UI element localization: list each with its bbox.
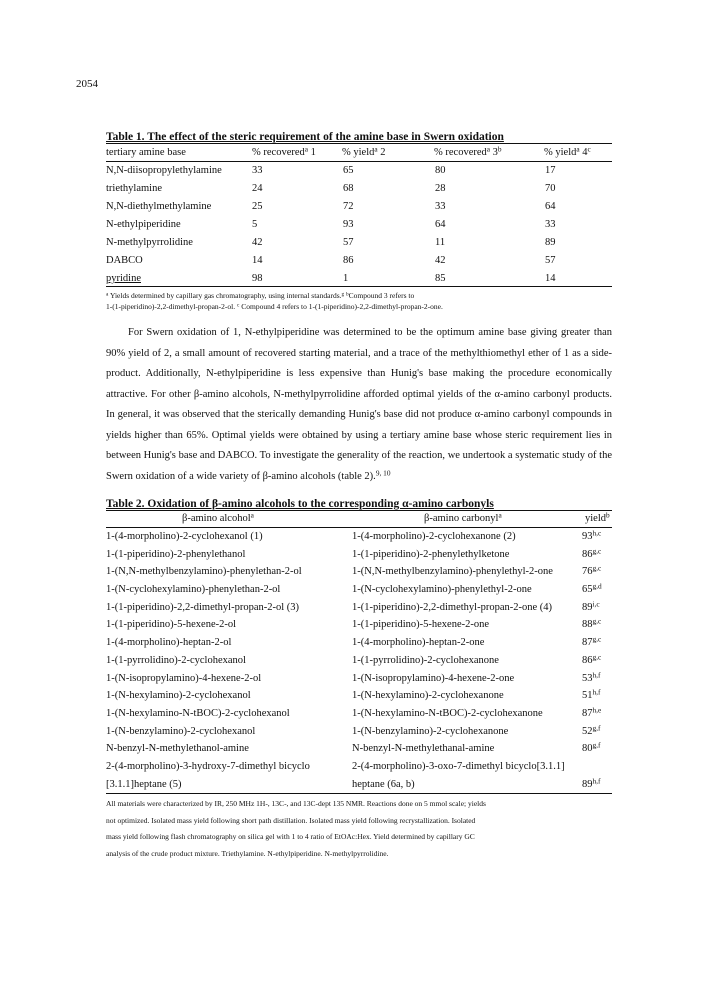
value-cell: 57 bbox=[343, 237, 354, 248]
amine-base-cell: N-ethylpiperidine bbox=[106, 219, 181, 230]
table-row bbox=[106, 528, 612, 546]
t1-footnote-a: Yields determined by capillary gas chromatography, using internal standards. bbox=[109, 291, 342, 300]
t2-header-carbonyl: β-amino carbonyl$^a$ bbox=[424, 510, 502, 524]
value-cell: 24 bbox=[252, 183, 263, 194]
value-cell: 42 bbox=[435, 255, 446, 266]
yield-cell: 87$^{g,c}$ bbox=[582, 634, 602, 649]
value-cell: 42 bbox=[252, 237, 263, 248]
table-2-header bbox=[106, 511, 612, 528]
table-1-footnotes: $^a$ Yields determined by capillary gas chromatography, using internal standards.$^g$ $^b$Compound 3 refers to 1-(1-piperidino)-2,2-dimethyl-propan-2-ol. $^c$ Compound 4 refers to 1-(1-piperidino)-2,2-dimethyl-propan-2-one. bbox=[106, 291, 443, 311]
paragraph-text: For Swern oxidation of 1, N-ethylpiperidine was determined to be the optimum amine base giving greater than 90% yield of 2, a small amount of recovered starting material, and a trace of the methylthiomethyl ether of 1 as a side-product. Additionally, N-ethylpiperidine is less expensive than Hunig's base making the procedure economically attractive. For other β-amino alcohols, N-methylpyrrolidine afforded optimal yields of the α-amino carbonyl products. In general, it was observed that the sterically demanding Hunig's base did not produce α-amino carbonyl compounds in yields higher than 65%. Optimal yields were obtained by using a tertiary amine base whose steric requirement lies in between Hunig's base and DABCO. To investigate the generality of the reaction, we undertook a systematic study of the Swern oxidation of a wide variety of β-amino alcohols (table 2). bbox=[106, 327, 612, 482]
table-row bbox=[106, 723, 612, 741]
amino-alcohol-cell: 1-(1-piperidino)-5-hexene-2-ol bbox=[106, 619, 237, 631]
value-cell: 33 bbox=[545, 219, 556, 230]
t2-footnote-line: All materials were characterized by IR, 250 MHz 1H-, 13C-, and 13C-dept 135 NMR. Reactions done on 5 mmol scale; yields bbox=[106, 799, 486, 809]
table-1-header bbox=[106, 144, 612, 162]
amino-carbonyl-cell: 1-(1-piperidino)-5-hexene-2-one bbox=[352, 619, 490, 631]
table-1-caption: Table 1. The effect of the steric requirement of the amine base in Swern oxidation bbox=[106, 131, 504, 143]
table-row bbox=[106, 599, 612, 617]
table-1 bbox=[106, 131, 612, 312]
t1-footnote-c: Compound 4 refers to 1-(1-piperidino)-2,2-dimethyl-propan-2-one. bbox=[241, 302, 443, 311]
yield-cell: 53$^{h,f}$ bbox=[582, 670, 601, 684]
table-row bbox=[106, 634, 612, 652]
table-row bbox=[106, 180, 612, 198]
yield-cell: 76$^{g,c}$ bbox=[582, 564, 602, 578]
yield-cell: 80$^{g,f}$ bbox=[582, 740, 601, 755]
value-cell: 85 bbox=[435, 273, 446, 284]
amino-carbonyl-cell: 1-(N-benzylamino)-2-cyclohexanone bbox=[352, 725, 509, 737]
amino-alcohol-cell: 1-(N-hexylamino)-2-cyclohexanol bbox=[106, 690, 251, 702]
value-cell: 33 bbox=[435, 201, 446, 212]
yield-cell: 51$^{h,f}$ bbox=[582, 687, 601, 702]
t1-header-recovered-3: % recovered$^a$ 3$^b$ bbox=[434, 144, 502, 158]
table-2-footnotes bbox=[106, 796, 612, 862]
amine-base-cell: N-methylpyrrolidine bbox=[106, 237, 193, 248]
value-cell: 14 bbox=[252, 255, 263, 266]
value-cell: 65 bbox=[343, 165, 354, 176]
amino-carbonyl-cell: 1-(N-hexylamino-N-tBOC)-2-cyclohexanone bbox=[352, 707, 543, 719]
amino-alcohol-cell: 1-(N,N-methylbenzylamino)-phenylethan-2-ol bbox=[106, 566, 302, 578]
table-row bbox=[106, 687, 612, 705]
amino-alcohol-cell: 1-(N-isopropylamino)-4-hexene-2-ol bbox=[106, 672, 262, 684]
amino-carbonyl-cell: 2-(4-morpholino)-3-oxo-7-dimethyl bicyclo[3.1.1] bbox=[352, 760, 565, 772]
table-row bbox=[106, 758, 612, 776]
amino-alcohol-cell: 1-(1-piperidino)-2-phenylethanol bbox=[106, 548, 246, 560]
yield-cell: 89$^{h,f}$ bbox=[582, 776, 601, 790]
yield-cell: 86$^{g,c}$ bbox=[582, 546, 602, 560]
amino-carbonyl-cell: 1-(1-pyrrolidino)-2-cyclohexanone bbox=[352, 654, 499, 666]
yield-cell: 93$^{h,c}$ bbox=[582, 528, 602, 542]
t1-footnote-b2: 1-(1-piperidino)-2,2-dimethyl-propan-2-ol. bbox=[106, 302, 236, 311]
table-1-body bbox=[106, 162, 612, 287]
t1-header-yield-2: % yield$^a$ 2 bbox=[342, 144, 386, 158]
table-2 bbox=[106, 498, 612, 862]
amino-alcohol-cell: 1-(N-cyclohexylamino)-phenylethan-2-ol bbox=[106, 584, 281, 596]
body-paragraph bbox=[106, 323, 612, 487]
yield-cell: 89$^{i,c}$ bbox=[582, 599, 600, 613]
value-cell: 70 bbox=[545, 183, 556, 194]
t2-footnote-line: mass yield following flash chromatography on silica gel with 1 to 4 ratio of EtOAc:Hex. Yield determined by capillary GC bbox=[106, 832, 475, 842]
table-row bbox=[106, 652, 612, 670]
amino-carbonyl-cell: 1-(4-morpholino)-heptan-2-one bbox=[352, 637, 485, 649]
t2-header-alcohol: β-amino alcohol$^a$ bbox=[182, 510, 254, 524]
t1-header-yield-4: % yield$^a$ 4$^c$ bbox=[544, 144, 591, 158]
value-cell: 64 bbox=[545, 201, 556, 212]
amino-alcohol-cell: 1-(4-morpholino)-2-cyclohexanol (1) bbox=[106, 531, 263, 542]
value-cell: 14 bbox=[545, 273, 556, 284]
value-cell: 64 bbox=[435, 219, 446, 230]
value-cell: 68 bbox=[343, 183, 354, 194]
amino-alcohol-cell: 1-(N-hexylamino-N-tBOC)-2-cyclohexanol bbox=[106, 707, 290, 719]
amino-carbonyl-cell: 1-(N-hexylamino)-2-cyclohexanone bbox=[352, 690, 504, 702]
amine-base-cell: N,N-diisopropylethylamine bbox=[106, 165, 222, 176]
table-row bbox=[106, 581, 612, 599]
yield-cell: 52$^{g,f}$ bbox=[582, 723, 601, 737]
t1-header-recovered-1: % recovered$^a$ 1 bbox=[252, 144, 316, 158]
amino-carbonyl-cell: 1-(N-cyclohexylamino)-phenylethyl-2-one bbox=[352, 584, 532, 596]
table-row bbox=[106, 162, 612, 180]
value-cell: 89 bbox=[545, 237, 556, 248]
table-2-caption: Table 2. Oxidation of β-amino alcohols to the corresponding α-amino carbonyls bbox=[106, 498, 494, 510]
table-row bbox=[106, 216, 612, 234]
amine-base-cell: pyridine bbox=[106, 273, 141, 284]
t2-header-yield: yield$^b$ bbox=[585, 510, 610, 524]
table-row bbox=[106, 705, 612, 723]
value-cell: 86 bbox=[343, 255, 354, 266]
value-cell: 28 bbox=[435, 183, 446, 194]
amino-alcohol-cell: 1-(1-piperidino)-2,2-dimethyl-propan-2-ol (3) bbox=[106, 601, 300, 613]
value-cell: 80 bbox=[435, 165, 446, 176]
value-cell: 33 bbox=[252, 165, 263, 176]
table-row bbox=[106, 198, 612, 216]
amino-alcohol-cell: N-benzyl-N-methylethanol-amine bbox=[106, 743, 249, 755]
paragraph-refs: 9, 10 bbox=[375, 468, 391, 478]
value-cell: 17 bbox=[545, 165, 556, 176]
table-row bbox=[106, 546, 612, 564]
page-number: 2054 bbox=[76, 78, 98, 90]
table-row bbox=[106, 272, 612, 287]
table-row bbox=[106, 616, 612, 634]
table-2-body bbox=[106, 528, 612, 794]
amino-carbonyl-cell: 1-(1-piperidino)-2-phenylethylketone bbox=[352, 548, 510, 560]
yield-cell: 65$^{g,d}$ bbox=[582, 581, 602, 596]
table-row bbox=[106, 234, 612, 252]
table-row bbox=[106, 563, 612, 581]
amino-alcohol-cell: 1-(N-benzylamino)-2-cyclohexanol bbox=[106, 725, 256, 737]
amino-carbonyl-cell: 1-(1-piperidino)-2,2-dimethyl-propan-2-one (4) bbox=[352, 601, 553, 613]
t1-header-base: tertiary amine base bbox=[106, 147, 186, 158]
amine-base-cell: triethylamine bbox=[106, 183, 162, 194]
amine-base-cell: N,N-diethylmethylamine bbox=[106, 201, 212, 212]
value-cell: 1 bbox=[343, 273, 349, 284]
amino-carbonyl-cell: 1-(N-isopropylamino)-4-hexene-2-one bbox=[352, 672, 515, 684]
amino-carbonyl-cell: N-benzyl-N-methylethanal-amine bbox=[352, 743, 495, 755]
value-cell: 57 bbox=[545, 255, 556, 266]
table-row bbox=[106, 740, 612, 758]
amino-alcohol-cell: 1-(1-pyrrolidino)-2-cyclohexanol bbox=[106, 654, 246, 666]
t2-footnote-line: not optimized. Isolated mass yield following short path distillation. Isolated mass yield following recrystallization. Isolated bbox=[106, 815, 476, 825]
table-row bbox=[106, 252, 612, 270]
yield-cell: 86$^{g,c}$ bbox=[582, 652, 602, 666]
amino-alcohol-cell: 2-(4-morpholino)-3-hydroxy-7-dimethyl bicyclo bbox=[106, 760, 310, 772]
amino-carbonyl-cell: 1-(4-morpholino)-2-cyclohexanone (2) bbox=[352, 531, 516, 542]
yield-cell: 88$^{g,c}$ bbox=[582, 617, 602, 631]
amino-alcohol-cell: [3.1.1]heptane (5) bbox=[106, 778, 182, 790]
amino-carbonyl-cell: 1-(N,N-methylbenzylamino)-phenylethyl-2-one bbox=[352, 566, 553, 578]
value-cell: 5 bbox=[252, 219, 258, 230]
table-row bbox=[106, 776, 612, 795]
amino-alcohol-cell: 1-(4-morpholino)-heptan-2-ol bbox=[106, 637, 232, 649]
value-cell: 11 bbox=[435, 237, 446, 248]
value-cell: 93 bbox=[343, 219, 354, 230]
table-row bbox=[106, 670, 612, 688]
t1-footnote-b: Compound 3 refers to bbox=[348, 291, 415, 300]
value-cell: 72 bbox=[343, 201, 354, 212]
amino-carbonyl-cell: heptane (6a, b) bbox=[352, 778, 415, 790]
t2-footnote-line: analysis of the crude product mixture. Triethylamine. N-ethylpiperidine. N-methylpyrrolidine. bbox=[106, 848, 389, 858]
value-cell: 25 bbox=[252, 201, 263, 212]
value-cell: 98 bbox=[252, 273, 263, 284]
amine-base-cell: DABCO bbox=[106, 255, 143, 266]
yield-cell: 87$^{h,e}$ bbox=[582, 705, 602, 719]
